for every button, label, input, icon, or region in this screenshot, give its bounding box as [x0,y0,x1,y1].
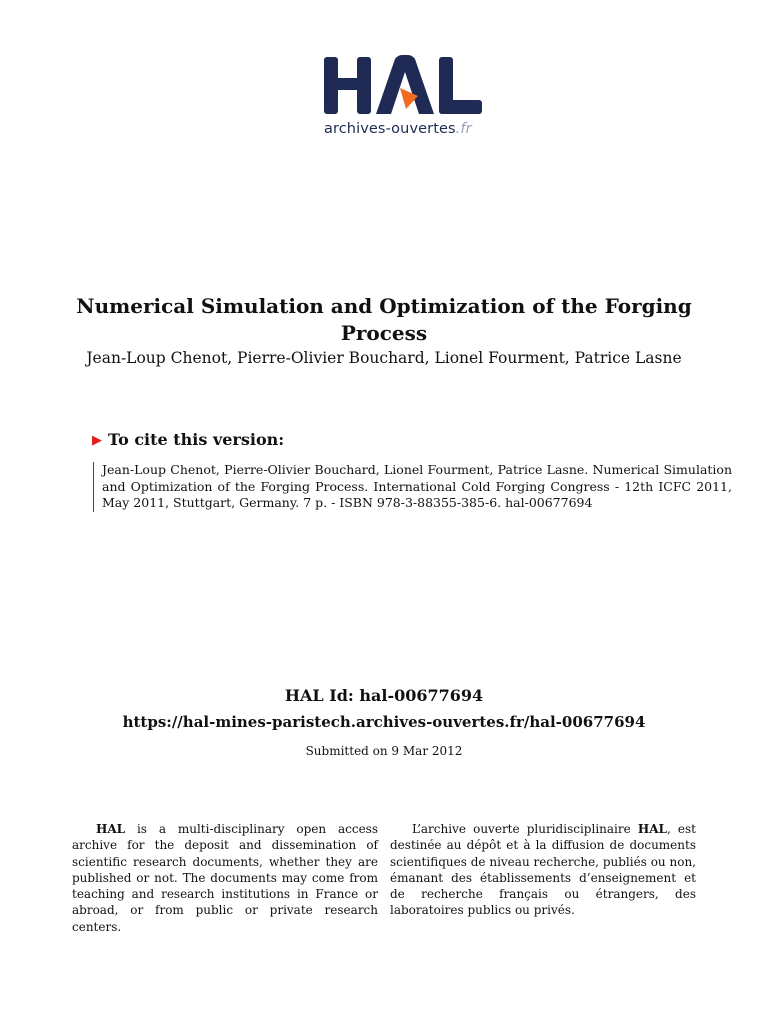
hal-logo-mark [322,54,484,118]
hal-logo[interactable] [322,54,484,144]
logo-subtitle-suffix: .fr [455,121,472,137]
abstract-fr-pre: L’archive ouverte pluridisciplinaire [412,822,638,836]
triangle-icon: ▶ [92,433,102,448]
submitted-date: Submitted on 9 Mar 2012 [305,744,463,758]
logo-subtitle-main: archives-ouvertes [324,121,456,137]
abstract-en-text: is a multi-disciplinary open access archive for the deposit and dissemination of scientific research documents, whether they are published or not. The documents may come from teaching and research institutions in France or abroad, or from public or private research centers. [72,822,378,934]
paper-authors: Jean-Loup Chenot, Pierre-Olivier Bouchard, Lionel Fourment, Patrice Lasne [86,349,682,367]
logo-subtitle [324,121,472,137]
abstract-english [72,821,378,935]
hal-id: HAL Id: hal-00677694 [284,686,484,705]
citation-text: Jean-Loup Chenot, Pierre-Olivier Bouchard, Lionel Fourment, Patrice Lasne. Numerical Simulation and Optimization of the Forging Process. International Cold Forging Congress - 12th ICFC 2011, May 2011, Stuttgart, Germany. 7 p. - ISBN 978-3-88355-385-6. hal-00677694 [93,462,732,512]
hal-url-link[interactable]: https://hal-mines-paristech.archives-ouvertes.fr/hal-00677694 [122,713,646,731]
paper-title: Numerical Simulation and Optimization of the Forging Process [76,294,692,345]
abstract-en-lead: HAL [96,822,126,836]
cite-heading [92,430,284,449]
abstract-fr-text: , est destinée au dépôt et à la diffusion de documents scientifiques de niveau recherche, publiés ou non, émanant des établissements d’enseignement et de recherche français ou étrangers, des laboratoires publics ou privés. [390,822,696,918]
cite-heading-text: To cite this version: [108,430,285,449]
abstract-fr-lead: HAL [637,822,667,836]
abstract-french [390,821,696,919]
